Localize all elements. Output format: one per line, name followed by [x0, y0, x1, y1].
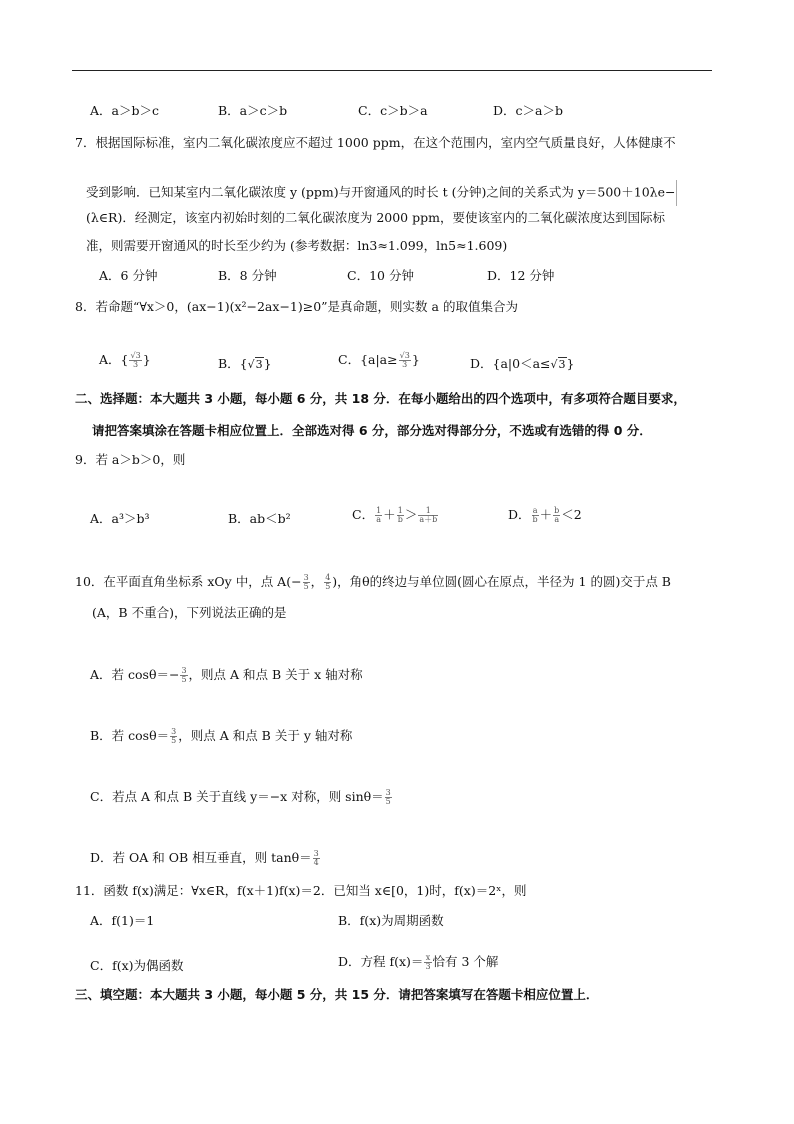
q9-option-a: A．a³＞b³: [90, 511, 150, 526]
q10-stem-line1: 10．在平面直角坐标系 xOy 中，点 A(− $\frac{3}{5}$ ， $\frac{4}{5}$ )，角θ的终边与单位圆(圆心在原点，半径为 1 的圆)交于点 B: [75, 573, 671, 591]
q8-option-b: B．{√3}: [218, 356, 272, 371]
q11-option-b: B．f(x)为周期函数: [338, 913, 444, 928]
q9-stem: 9．若 a＞b＞0，则: [75, 452, 186, 467]
header-rule: [72, 70, 712, 71]
q8-stem: 8．若命题“∀x＞0，(ax−1)(x²−2ax−1)≥0”是真命题，则实数 a 的取值集合为: [75, 299, 518, 314]
q10-option-c: C．若点 A 和点 B 关于直线 y＝−x 对称，则 sinθ＝ $\frac{3}{5}$: [90, 788, 391, 806]
q6-option-b: B．a＞c＞b: [218, 103, 288, 118]
q7-option-a: A．6 分钟: [99, 268, 158, 283]
q10-stem-line2: (A，B 不重合)，下列说法正确的是: [92, 605, 287, 620]
section2-heading-line2: 请把答案填涂在答题卡相应位置上．全部选对得 6 分，部分选对得部分分，不选或有选错的得 0 分．: [92, 423, 652, 438]
q7-stem-line3: (λ∈R)．经测定，该室内初始时刻的二氧化碳浓度为 2000 ppm，要使该室内的二氧化碳浓度达到国际标: [86, 210, 665, 225]
q7-stem-line4: 准，则需要开窗通风的时长至少约为 (参考数据：ln3≈1.099，ln5≈1.609): [86, 238, 508, 253]
section3-heading: 三、填空题：本大题共 3 小题，每小题 5 分，共 15 分．请把答案填写在答题卡相应位置上．: [75, 987, 599, 1002]
q8-a-fraction: $\frac{√3}{3}$: [130, 351, 141, 369]
q7-option-c: C．10 分钟: [347, 268, 414, 283]
q9-option-d: D． $\frac{a}{b}$ ＋ $\frac{b}{a}$ ＜2: [508, 506, 582, 524]
q7-option-d: D．12 分钟: [487, 268, 555, 283]
q10-option-d: D．若 OA 和 OB 相互垂直，则 tanθ＝ $\frac{3}{4}$: [90, 849, 319, 867]
q11-option-a: A．f(1)＝1: [90, 913, 155, 928]
q10-option-a: A．若 cosθ＝− $\frac{3}{5}$ ，则点 A 和点 B 关于 x 轴对称: [90, 666, 363, 684]
q7-stem-line2: 受到影响．已知某室内二氧化碳浓度 y (ppm)与开窗通风的时长 t (分钟)之间的关系式为 y＝500＋10λe−: [86, 180, 678, 206]
q11-stem: 11．函数 f(x)满足：∀x∈R，f(x＋1)f(x)＝2．已知当 x∈[0，1)时，f(x)＝2ˣ，则: [75, 883, 527, 898]
q11-option-c: C．f(x)为偶函数: [90, 958, 184, 973]
section2-heading-line1: 二、选择题：本大题共 3 小题，每小题 6 分，共 18 分．在每小题给出的四个选项中，有多项符合题目要求，: [75, 391, 686, 406]
q10-option-b: B．若 cosθ＝ $\frac{3}{5}$ ，则点 A 和点 B 关于 y 轴对称: [90, 727, 353, 745]
q8-option-c: C．{a|a≥ $\frac{√3}{3}$ }: [338, 351, 420, 369]
q6-option-c: C．c＞b＞a: [358, 103, 428, 118]
q11-option-d: D．方程 f(x)＝ $\frac{x}{3}$ 恰有 3 个解: [338, 953, 499, 971]
q7-option-b: B．8 分钟: [218, 268, 277, 283]
q8-option-d: D．{a|0＜a≤√3}: [470, 356, 575, 371]
q7-stem-line1: 7．根据国际标准，室内二氧化碳浓度应不超过 1000 ppm，在这个范围内，室内空气质量良好，人体健康不: [75, 135, 676, 150]
q8-option-a: A．{ $\frac{√3}{3}$ }: [99, 351, 151, 369]
q6-option-a: A．a＞b＞c: [90, 103, 159, 118]
q6-option-d: D．c＞a＞b: [493, 103, 563, 118]
q9-option-b: B．ab＜b²: [228, 511, 291, 526]
q9-option-c: C． $\frac{1}{a}$ ＋ $\frac{1}{b}$ ＞ $\frac{1}{a+b}$: [352, 506, 438, 524]
